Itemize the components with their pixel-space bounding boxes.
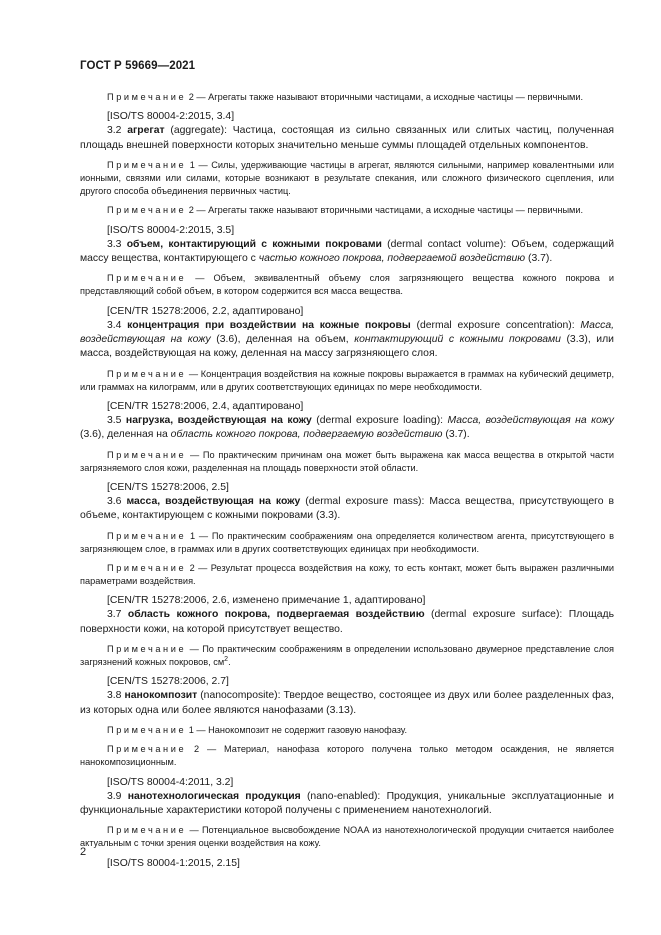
note-label: Примечание — [107, 744, 187, 755]
term-entry-3-8: 3.8 нанокомпозит (nanocomposite): Твердое вещество, состоящее из двух или более разделенных фаз, из которых одна или более являются нанофазами (3.13). — [80, 690, 614, 716]
note-label: Примечание — [107, 562, 187, 573]
note: Примечание 1 — По практическим соображениям она определяется количеством агента, присутствующего в загрязняющем слое, в граммах или в других соответствующих единицах при необходимости. — [80, 530, 614, 554]
source-reference: [ISO/TS 80004-4:2011, 3.2] — [107, 776, 234, 788]
source-reference: [CEN/TS 15278:2006, 2.5] — [107, 481, 229, 493]
term-name: область кожного покрова, подвергаемая воздействию — [127, 609, 425, 621]
note-label: Примечание — [107, 530, 187, 541]
term-name: нанотехнологическая продукция — [127, 790, 301, 802]
note: Примечание — По практическим причинам она может быть выражена как масса вещества в открытой части загрязняемого слоя кожи, разделенная на площадь поверхности этой области. — [80, 449, 614, 473]
note-label: Примечание — [107, 368, 187, 379]
term-name: нагрузка, воздействующая на кожу — [125, 414, 312, 426]
note: Примечание — Концентрация воздействия на кожные покровы выражается в граммах на кубический дециметр, или граммах на килограмм, или в других соответствующих единицах по мере необходимости. — [80, 368, 614, 392]
note: Примечание 2 — Агрегаты также называют вторичными частицами, а исходные частицы — первичными. — [107, 92, 584, 102]
note-label: Примечание — [107, 643, 187, 654]
term-entry-3-6: 3.6 масса, воздействующая на кожу (dermal exposure mass): Масса вещества, присутствующего в объеме, контактирующем с кожными покровами (3.3). — [80, 495, 614, 522]
term-entry-3-7: 3.7 область кожного покрова, подвергаемая воздействию (dermal exposure surface): Площадь поверхности кожи, на которой присутствует вещество. — [80, 609, 614, 635]
term-entry-3-4: 3.4 концентрация при воздействии на кожные покровы (dermal exposure concentration): Масса, воздействующая на кожу (3.6), деленная на объем, контактирующий с кожными покровами (3.3), или масса, воздействующая на кожу, деленная на массу загрязняющего слоя. — [80, 319, 614, 360]
term-name: нанокомпозит — [124, 690, 198, 702]
source-reference: [CEN/TR 15278:2006, 2.6, изменено примечание 1, адаптировано] — [107, 595, 426, 607]
term-entry-3-3: 3.3 объем, контактирующий с кожными покровами (dermal contact volume): Объем, содержащий массу вещества, контактирующего с частью кожного покрова, подвергаемой воздействию (3.7). — [80, 238, 614, 264]
document-body — [80, 91, 614, 871]
source-reference: [CEN/TR 15278:2006, 2.4, адаптировано] — [107, 400, 304, 412]
page-number: 2 — [80, 846, 87, 858]
term-entry-3-5: 3.5 нагрузка, воздействующая на кожу (dermal exposure loading): Масса, воздействующая на кожу (3.6), деленная на область кожного покрова, подвергаемую воздействию (3.7). — [80, 414, 615, 441]
note: Примечание — По практическим соображениям в определении использовано двумерное представление слоя загрязнений кожных покровов, $см^2$. — [80, 643, 614, 668]
term-name: концентрация при воздействии на кожные покровы — [127, 319, 411, 331]
note: Примечание 2 — Агрегаты также называют вторичными частицами, а исходные частицы — первичными. — [107, 205, 584, 216]
source-reference: [CEN/TS 15278:2006, 2.7] — [107, 676, 229, 688]
source-reference: [CEN/TR 15278:2006, 2.2, адаптировано] — [107, 305, 304, 317]
note: Примечание 1 — Силы, удерживающие частицы в агрегат, являются сильными, например ковалентными или ионными, связями или силами, которые возникают в результате спекания, или сложного физического сцепления, или другого способа объединения первичных частиц. — [80, 159, 614, 197]
note-label: Примечание — [107, 825, 187, 836]
note-label: Примечание — [107, 159, 187, 170]
note-label: Примечание — [107, 449, 187, 460]
note: Примечание 2 — Материал, нанофаза которого получена только методом осаждения, не является нанокомпозиционным. — [80, 744, 614, 768]
term-name: масса, воздействующая на кожу — [126, 495, 301, 507]
note-label: Примечание — [107, 205, 187, 216]
term-entry-3-9: 3.9 нанотехнологическая продукция (nano-enabled): Продукция, уникальные эксплуатационные и функциональные характеристики которой получены с применением нанотехнологий. — [80, 790, 614, 816]
term-name: объем, контактирующий с кожными покровами — [126, 238, 382, 250]
source-reference: [ISO/TS 80004-2:2015, 3.4] — [107, 111, 235, 123]
note-label: Примечание — [107, 724, 187, 735]
source-reference: [ISO/TS 80004-1:2015, 2.15] — [107, 857, 240, 869]
term-name: агрегат — [127, 125, 165, 137]
term-entry-3-2: 3.2 агрегат (aggregate): Частица, состоящая из сильно связанных или слитых частиц, полученная площадь внешней поверхности которых значительно меньше суммы площадей отдельных компонентов. — [80, 125, 614, 151]
note: Примечание 2 — Результат процесса воздействия на кожу, то есть контакт, может быть выражен различными параметрами воздействия. — [80, 562, 614, 587]
note: Примечание — Потенциальное высвобождение NOAA из нанотехнологической продукции считается наиболее актуальным с точки зрения оценки воздействия на кожу. — [80, 825, 614, 849]
note-label: Примечание — [107, 92, 187, 102]
note: Примечание 1 — Нанокомпозит не содержит газовую нанофазу. — [107, 724, 408, 735]
source-reference: [ISO/TS 80004-2:2015, 3.5] — [107, 224, 235, 236]
note: Примечание — Объем, эквивалентный объему слоя загрязняющего вещества кожного покрова и представляющий собой объем, в котором содержится вся масса вещества. — [80, 273, 615, 297]
note-label: Примечание — [107, 273, 187, 284]
standard-header: ГОСТ Р 59669—2021 — [80, 60, 196, 72]
